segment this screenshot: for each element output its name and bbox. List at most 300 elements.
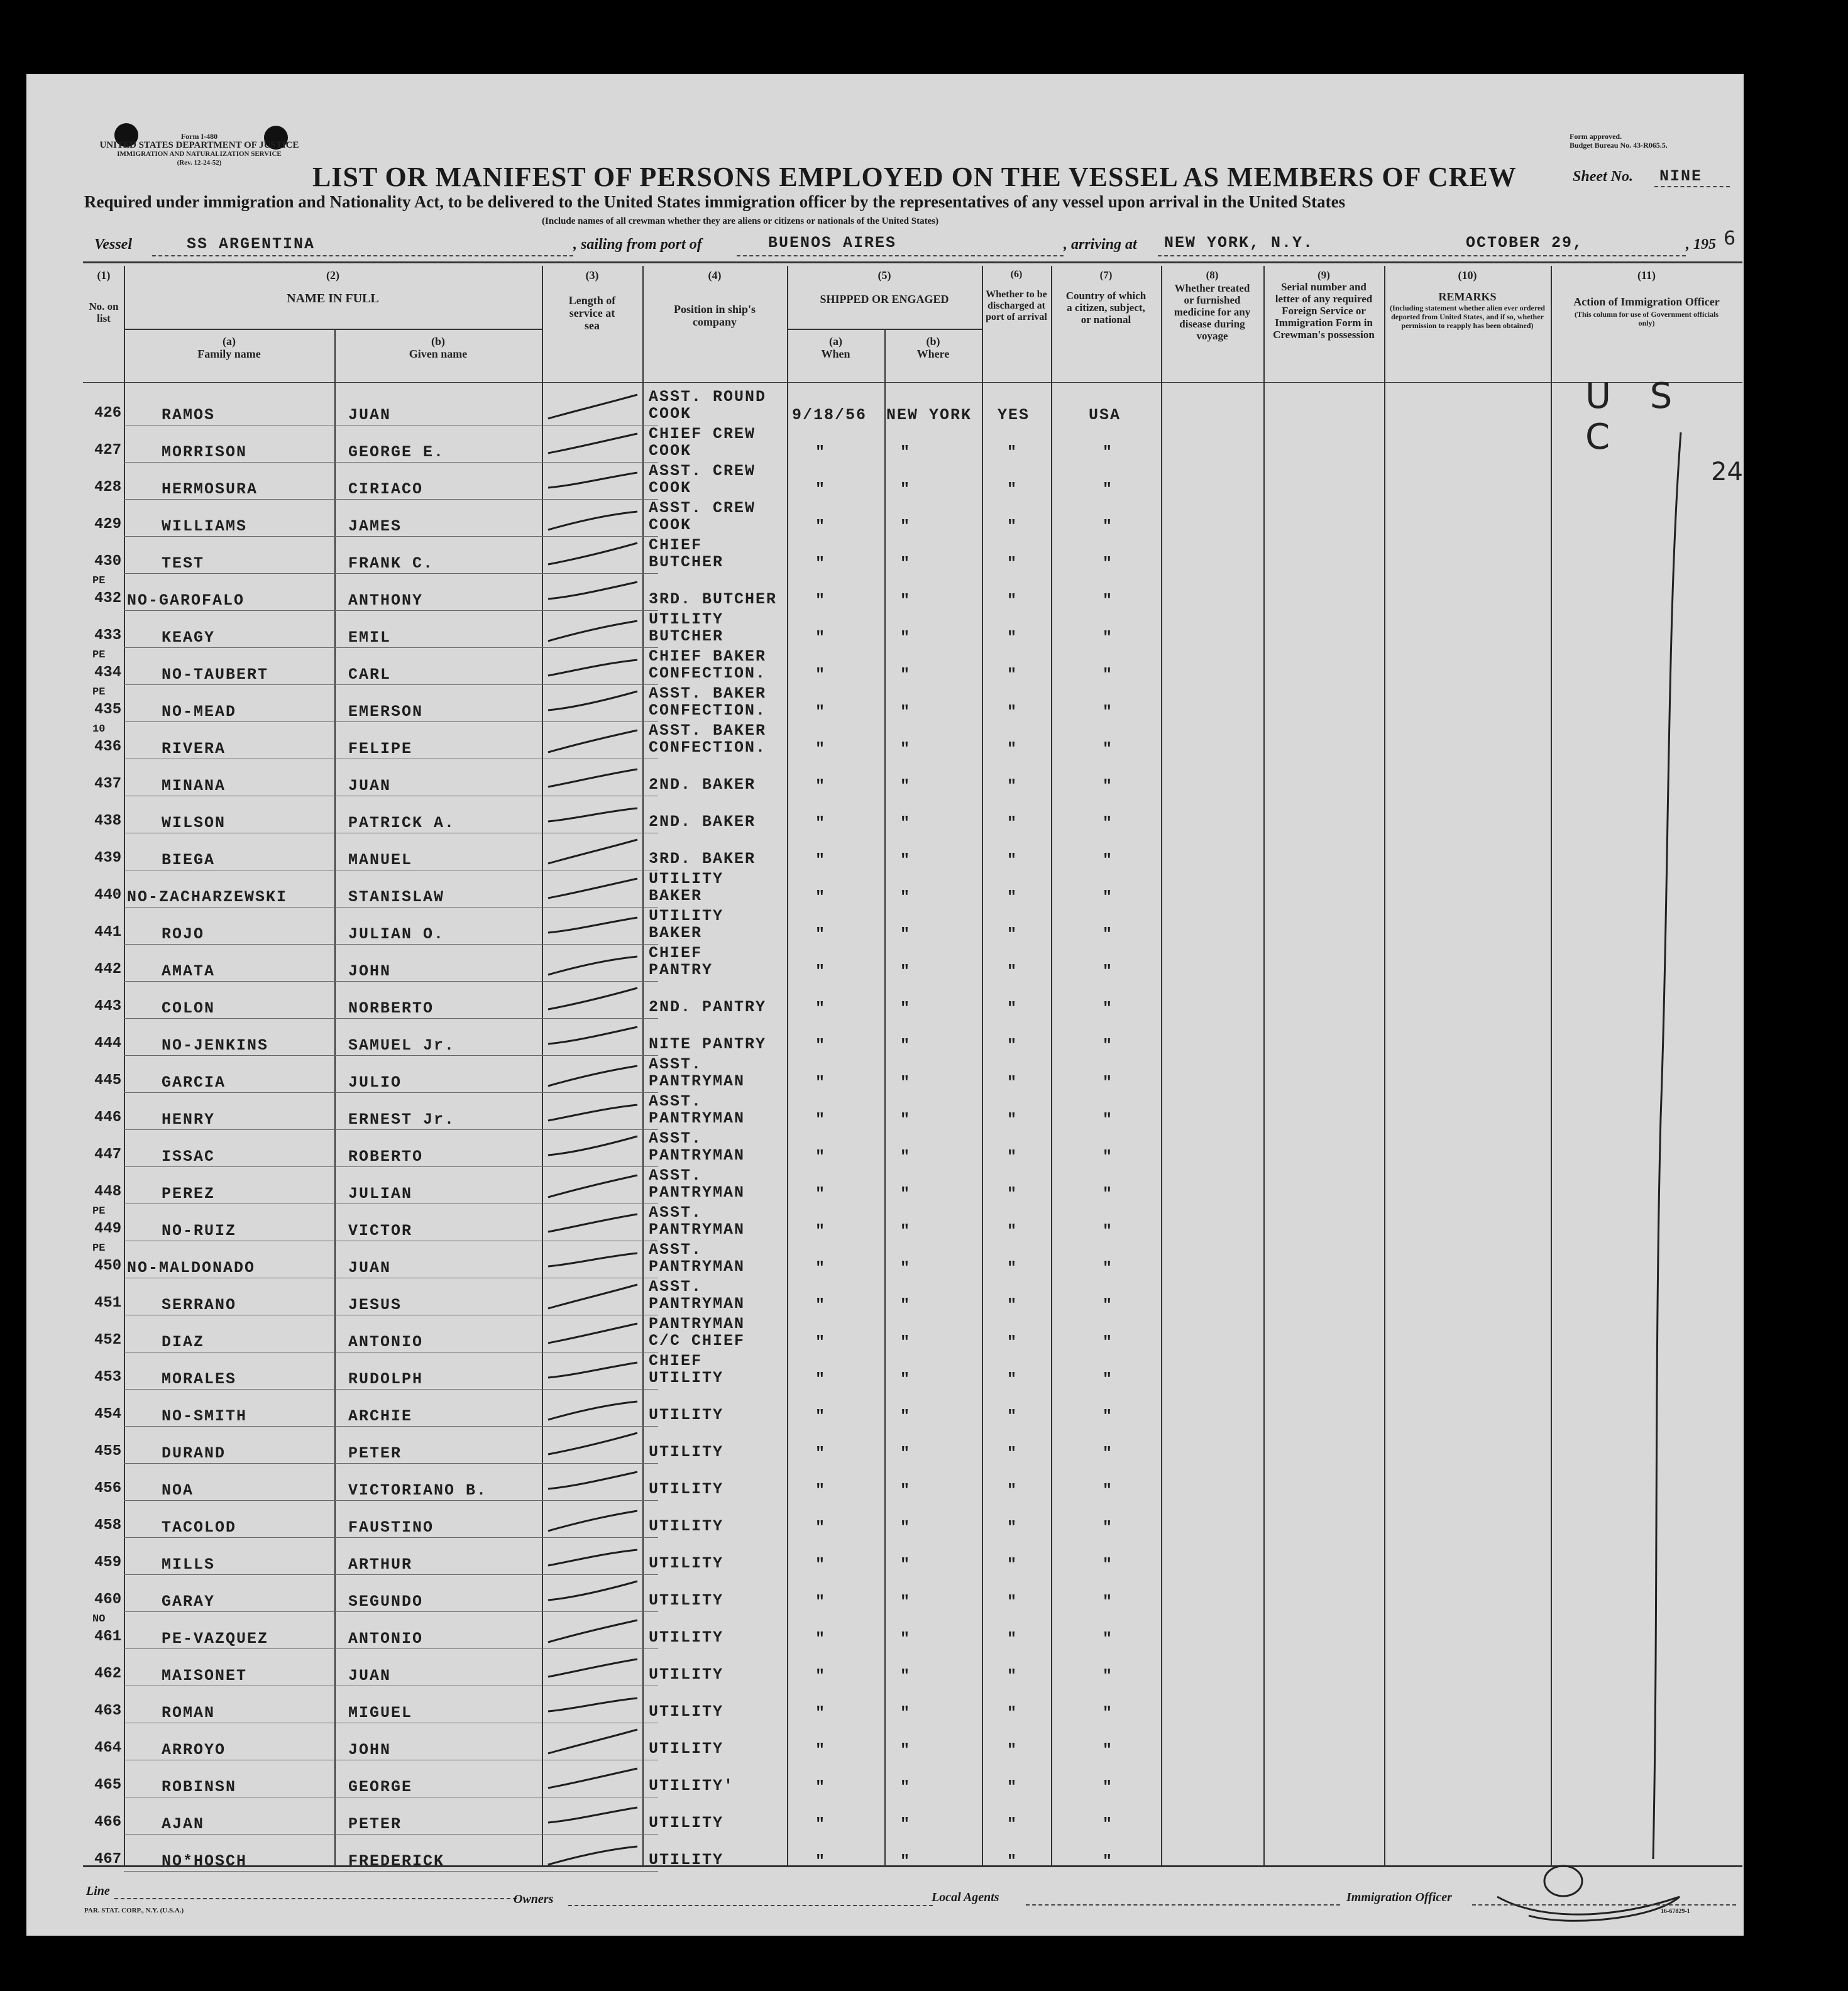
position-line2: BAKER [649,887,703,905]
service-slash-mark [543,726,642,757]
service-slash-mark [543,1430,642,1462]
country: " [1103,480,1114,498]
family-name: TEST [162,554,205,573]
shipped-when: " [815,1667,827,1685]
country: " [1103,1185,1114,1203]
page-title: LIST OR MANIFEST OF PERSONS EMPLOYED ON THE VESSEL AS MEMBERS OF CREW [312,162,1517,192]
shipped-when: " [815,1111,827,1129]
table-row [26,1315,1744,1352]
col1-number: (1) [97,269,111,282]
country: " [1103,554,1114,573]
shipped-when: " [815,1148,827,1166]
row-number: 458 [94,1517,122,1534]
row-number: 442 [94,961,122,978]
shipped-when: " [815,666,827,684]
position-line2: UTILITY [649,1814,724,1832]
shipped-when: " [815,591,827,610]
given-name: ANTONIO [348,1630,424,1648]
discharged: " [1007,1222,1018,1240]
shipped-where: " [900,1518,911,1537]
position-line1: CHIEF [649,536,703,554]
position-line2: UTILITY [649,1517,724,1535]
col6-label: Whether to be discharged at port of arrival [986,288,1047,322]
given-name: ROBERTO [348,1148,424,1166]
shipped-where: " [900,1778,911,1796]
position-line1: ASST. [649,1166,703,1185]
shipped-when: " [815,851,827,869]
col9-label: Serial number and letter of any required Foreign Service or Immigration Form in Crewman's possession [1273,281,1375,341]
discharged: " [1007,1593,1018,1611]
shipped-where: " [900,1741,911,1759]
shipped-where: " [900,851,911,869]
vessel-underline [152,255,573,256]
shipped-where: " [900,1444,911,1462]
usc-annotation: U S C [1585,376,1686,458]
country: " [1103,591,1114,610]
shipped-where: " [900,1222,911,1240]
shipped-when: " [815,1222,827,1240]
service-slash-mark [543,1505,642,1536]
given-name: JOHN [348,962,392,980]
discharged: " [1007,1036,1018,1055]
col5-number: (5) [877,269,891,282]
revision: (Rev. 12-24-52) [177,159,222,167]
family-name: NOA [162,1481,194,1500]
form-code: 16-67829-1 [1661,1908,1690,1915]
row-number: 428 [94,479,122,496]
footer-line-label: Line [86,1884,110,1898]
footer-owners-underline [568,1905,933,1906]
row-number: 456 [94,1480,122,1497]
given-name: PETER [348,1444,402,1462]
discharged: " [1007,925,1018,943]
manifest-sheet [26,74,1744,1936]
family-name: ROJO [162,925,205,943]
col8-number: (8) [1206,269,1219,281]
position-line1: ASST. BAKER [649,684,767,703]
shipped-where: " [900,1370,911,1388]
row-number: 452 [94,1332,122,1349]
position-line2: 3RD. BUTCHER [649,590,778,608]
row-number: 455 [94,1443,122,1460]
country: " [1103,1704,1114,1722]
sailing-label: , sailing from port of [573,236,702,253]
table-row [26,1723,1744,1760]
country: " [1103,666,1114,684]
shipped-where: " [900,1815,911,1833]
position-line2: BUTCHER [649,553,724,571]
shipped-when: " [815,443,827,461]
discharged: " [1007,1704,1018,1722]
service-slash-mark [543,1690,642,1721]
col11-note: (This column for use of Government officials only) [1574,310,1719,328]
given-name: JUAN [348,406,392,424]
row-number: 466 [94,1814,122,1831]
col5-label: SHIPPED OR ENGAGED [820,293,949,306]
table-row [26,870,1744,907]
service-slash-mark [543,429,642,461]
shipped-where: " [900,1852,911,1870]
country: " [1103,1852,1114,1870]
col3-header [542,269,642,332]
table-row [26,685,1744,721]
arrival-underline [1158,255,1686,256]
row-prefix: NO [92,1613,106,1625]
col2a-label: Family name [197,348,261,361]
position-line1: ASST. CREW [649,462,756,480]
shipped-when: " [815,962,827,980]
family-name: NO-TAUBERT [162,666,269,684]
service-slash-mark [543,652,642,683]
given-name: CARL [348,666,392,684]
table-row [26,1167,1744,1204]
row-number: 443 [94,998,122,1015]
col9-number: (9) [1317,269,1330,281]
service-slash-mark [543,615,642,646]
table-row [26,1390,1744,1426]
row-number: 450 [94,1258,122,1275]
table-row [26,611,1744,647]
table-row [26,500,1744,536]
given-name: ANTHONY [348,591,424,610]
country: " [1103,1518,1114,1537]
given-name: ARCHIE [348,1407,413,1425]
family-name: NO-GAROFALO [127,591,245,610]
shipped-where: " [900,1704,911,1722]
shipped-where: " [900,777,911,795]
family-name: MILLS [162,1555,216,1574]
row-number: 438 [94,813,122,830]
arriving-label: , arriving at [1064,236,1137,253]
country: " [1103,1333,1114,1351]
row-number: 462 [94,1665,122,1682]
service-slash-mark [543,503,642,535]
table-row [26,574,1744,610]
shipped-where: " [900,1555,911,1574]
row-number: 429 [94,516,122,533]
discharged: " [1007,740,1018,758]
table-row [26,1130,1744,1166]
given-name: CIRIACO [348,480,424,498]
position-line2: CONFECTION. [649,701,767,720]
family-name: AMATA [162,962,216,980]
given-name: FAUSTINO [348,1518,434,1537]
country: " [1103,925,1114,943]
table-row [26,759,1744,796]
discharged: " [1007,1185,1018,1203]
service-slash-mark [543,874,642,906]
shipped-where: " [900,628,911,647]
col8-label: Whether treated or furnished medicine for any disease during voyage [1174,282,1251,343]
country: " [1103,888,1114,906]
col1-header [84,269,123,324]
shipped-where: " [900,1667,911,1685]
family-name: HENRY [162,1111,216,1129]
position-line2: PANTRYMAN [649,1146,745,1165]
position-line2: PANTRYMAN [649,1109,745,1127]
col11-number: (11) [1637,269,1656,282]
discharged: " [1007,1370,1018,1388]
shipped-when: " [815,814,827,832]
shipped-when: " [815,999,827,1017]
row-number: 433 [94,627,122,644]
family-name: NO-JENKINS [162,1036,269,1055]
position-line2: UTILITY [649,1740,724,1758]
row-number: 426 [94,405,122,422]
col5b-number: (b) [926,335,940,348]
col3-number: (3) [585,269,599,282]
shipped-when: " [815,1815,827,1833]
service-slash-mark [543,1060,642,1091]
country: " [1103,703,1114,721]
family-name: HERMOSURA [162,480,258,498]
shipped-when: " [815,1444,827,1462]
table-row [26,1612,1744,1648]
given-name: GEORGE E. [348,443,445,461]
given-name: EMERSON [348,703,424,721]
position-line1: ASST. [649,1278,703,1296]
col5-header [787,269,982,305]
service-slash-mark [543,800,642,831]
count-annotation: 24 [1711,458,1743,486]
family-name: NO-MALDONADO [127,1259,256,1277]
country: " [1103,1259,1114,1277]
col10-label: REMARKS [1438,290,1497,304]
arrival-port: NEW YORK, N.Y. [1164,234,1314,252]
discharged: " [1007,1259,1018,1277]
row-number: 446 [94,1109,122,1126]
shipped-when: " [815,703,827,721]
table-row [26,1427,1744,1463]
country: " [1103,851,1114,869]
year-suffix: 6 [1724,228,1736,250]
given-name: JOHN [348,1741,392,1759]
form-number: Form I-480 [180,132,218,141]
family-name: MINANA [162,777,226,795]
col2b-label: Given name [409,348,468,361]
family-name: TACOLOD [162,1518,237,1537]
shipped-when: " [815,1333,827,1351]
header-bottom-line [83,382,1742,383]
discharged: " [1007,628,1018,647]
family-name: NO*HOSCH [162,1852,248,1870]
service-slash-mark [543,1282,642,1314]
service-slash-mark [543,1542,642,1573]
table-row [26,908,1744,944]
country: " [1103,1667,1114,1685]
shipped-when: " [815,554,827,573]
position-line2: BAKER [649,924,703,942]
col8-header [1161,269,1263,342]
given-name: MANUEL [348,851,413,869]
position-line2: 2ND. PANTRY [649,998,767,1016]
family-name: DIAZ [162,1333,205,1351]
shipped-when: " [815,777,827,795]
vessel-name: SS ARGENTINA [187,235,316,253]
col10-header [1384,269,1551,331]
given-name: JUAN [348,777,392,795]
position-line1: ASST. [649,1092,703,1111]
row-number: 453 [94,1369,122,1386]
country: " [1103,1630,1114,1648]
family-name: WILSON [162,814,226,832]
country: " [1103,1222,1114,1240]
port-underline [737,255,1064,256]
shipped-when: " [815,1852,827,1870]
shipped-where: " [900,1593,911,1611]
col4-label: Position in ship's company [673,303,756,329]
given-name: FELIPE [348,740,413,758]
country: " [1103,517,1114,535]
shipped-where: " [900,591,911,610]
shipped-where: " [900,925,911,943]
shipped-when: " [815,1036,827,1055]
position-line2: UTILITY' [649,1777,735,1795]
row-number: 449 [94,1220,122,1237]
family-name: ROMAN [162,1704,216,1722]
position-line2: UTILITY [649,1443,724,1461]
position-line2: PANTRYMAN [649,1183,745,1202]
country: " [1103,1593,1114,1611]
country: " [1103,443,1114,461]
given-name: ARTHUR [348,1555,413,1574]
row-number: 460 [94,1591,122,1608]
shipped-where: " [900,740,911,758]
service-slash-mark [543,1245,642,1276]
shipped-where: " [900,1481,911,1500]
shipped-when: " [815,628,827,647]
given-name: SAMUEL Jr. [348,1036,456,1055]
position-line2: UTILITY [649,1703,724,1721]
sheet-label: Sheet No. [1573,168,1633,185]
discharged: " [1007,1815,1018,1833]
row-number: 461 [94,1628,122,1645]
country: " [1103,1111,1114,1129]
country: " [1103,1073,1114,1092]
given-name: VICTOR [348,1222,413,1240]
service-slash-mark [543,1467,642,1499]
table-row [26,982,1744,1018]
col11-label: Action of Immigration Officer [1573,295,1720,309]
position-line2: UTILITY [649,1591,724,1610]
discharged: " [1007,777,1018,795]
col2-header [124,269,542,306]
country: " [1103,740,1114,758]
family-name: SERRANO [162,1296,237,1314]
given-name: FRANK C. [348,554,434,573]
service-slash-mark [543,1319,642,1351]
position-line1: CHIEF [649,944,703,962]
discharged: " [1007,1333,1018,1351]
family-name: NO-RUIZ [162,1222,237,1240]
position-line2: UTILITY [649,1406,724,1424]
service-slash-mark [543,1838,642,1870]
position-line2: COOK [649,479,692,497]
col5a-number: (a) [829,335,842,348]
family-name: ARROYO [162,1741,226,1759]
country: USA [1089,406,1121,424]
table-row [26,833,1744,870]
year-prefix: , 195 [1686,236,1716,253]
country: " [1103,962,1114,980]
shipped-where: " [900,814,911,832]
table-row [26,425,1744,462]
family-name: PE-VAZQUEZ [162,1630,269,1648]
service: IMMIGRATION AND NATURALIZATION SERVICE [117,150,282,158]
position-line1: CHIEF [649,1352,703,1370]
service-slash-mark [543,1764,642,1796]
table-row [26,722,1744,759]
shipped-when: " [815,1481,827,1500]
family-name: NO-MEAD [162,703,237,721]
position-line1: ASST. [649,1204,703,1222]
subtitle: Required under immigration and Nationality Act, to be delivered to the United States immigration officer by the representatives of any vessel upon arrival in the United States [84,192,1346,211]
shipped-when: " [815,1630,827,1648]
service-slash-mark [543,1023,642,1054]
approved-text: Form approved. [1570,132,1622,141]
service-slash-mark [543,985,642,1017]
service-slash-mark [543,911,642,943]
service-slash-mark [543,1356,642,1388]
form-approved [1570,132,1668,150]
discharged: YES [998,406,1030,424]
col2b-number: (b) [431,335,445,348]
position-line1: UTILITY [649,907,724,925]
footer-officer-underline [1472,1904,1736,1906]
col2b-header [334,335,542,360]
row-number: 434 [94,664,122,681]
position-line2: PANTRYMAN [649,1220,745,1239]
service-slash-mark [543,466,642,498]
given-name: STANISLAW [348,888,445,906]
shipped-where: " [900,517,911,535]
discharged: " [1007,1481,1018,1500]
position-line2: 2ND. BAKER [649,813,756,831]
col7-label: Country of which a citizen, subject, or national [1065,290,1147,326]
shipped-where: " [900,1333,911,1351]
table-row [26,648,1744,684]
given-name: PETER [348,1815,402,1833]
given-name: PATRICK A. [348,814,456,832]
discharged: " [1007,443,1018,461]
position-line2: UTILITY [649,1665,724,1684]
row-prefix: PE [92,1205,106,1217]
col7-number: (7) [1099,269,1113,281]
row-number: 441 [94,924,122,941]
col2-number: (2) [326,269,339,282]
table-row [26,1575,1744,1611]
service-slash-mark [543,837,642,869]
row-number: 465 [94,1777,122,1794]
table-row [26,1464,1744,1500]
arrival-date: OCTOBER 29, [1466,234,1584,252]
position-line1: UTILITY [649,870,724,888]
given-name: JUAN [348,1667,392,1685]
col10-number: (10) [1458,269,1477,282]
row-number: 463 [94,1703,122,1720]
col5a-label: When [821,348,850,361]
country: " [1103,1555,1114,1574]
col2a-number: (a) [223,335,236,348]
table-row [26,945,1744,981]
position-line1: CHIEF BAKER [649,647,767,666]
position-line2: NITE PANTRY [649,1035,767,1053]
given-name: ANTONIO [348,1333,424,1351]
position-line2: PANTRYMAN [649,1258,745,1276]
position-line1: PANTRYMAN [649,1315,745,1333]
shipped-when: " [815,1704,827,1722]
table-row [26,1093,1744,1129]
